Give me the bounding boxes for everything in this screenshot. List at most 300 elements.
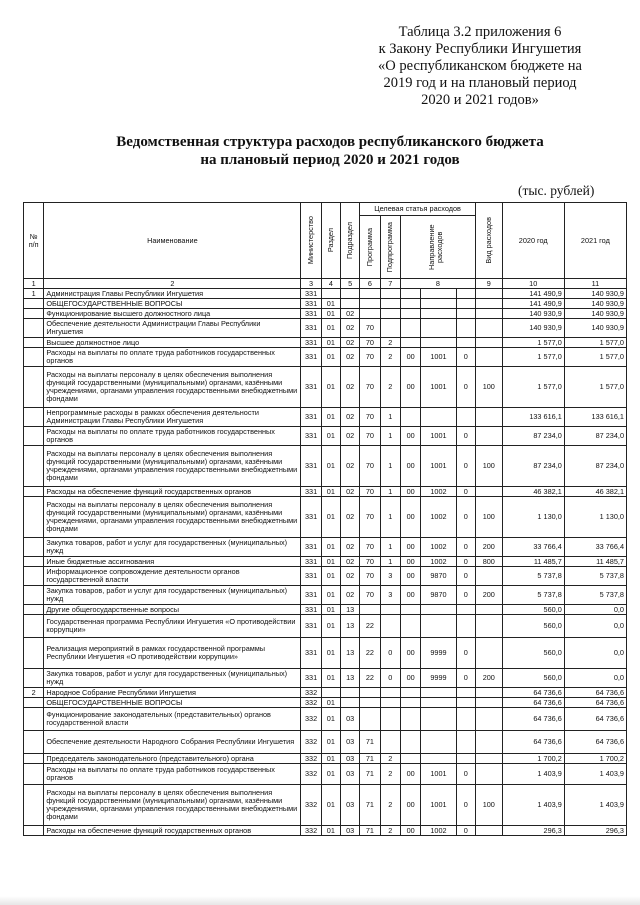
- cell-d3: [456, 319, 475, 338]
- cell-sec: 01: [321, 487, 340, 497]
- cell-y2021: 296,3: [564, 826, 626, 836]
- cell-sp: [380, 289, 400, 299]
- cell-d2: 9870: [421, 567, 456, 586]
- cell-prg: 70: [360, 348, 380, 367]
- cell-d2: [421, 688, 456, 698]
- cell-sec: 01: [321, 557, 340, 567]
- cell-sub: 13: [341, 669, 360, 688]
- cell-y2021: 5 737,8: [564, 567, 626, 586]
- cell-prg: 70: [360, 367, 380, 408]
- cell-sp: 0: [380, 638, 400, 669]
- cell-vr: [475, 408, 502, 427]
- cell-sub: 03: [341, 754, 360, 764]
- cell-y2020: 140 930,9: [502, 309, 564, 319]
- cell-sub: 02: [341, 567, 360, 586]
- cell-sp: 1: [380, 446, 400, 487]
- cell-vr: [475, 309, 502, 319]
- cell-name: Расходы на выплаты персоналу в целях обеспечения выполнения функций государственными (муниципальными) органами, казёнными учреждениями, органами управления государственными внебюджетными фондами: [44, 367, 301, 408]
- cell-prg: 70: [360, 567, 380, 586]
- cell-n: [24, 567, 44, 586]
- cell-sec: 01: [321, 615, 340, 638]
- table-row: [24, 289, 627, 299]
- cell-y2020: 141 490,9: [502, 299, 564, 309]
- cell-y2021: 140 930,9: [564, 319, 626, 338]
- colnum-cell: 10: [502, 279, 564, 289]
- cell-prg: 22: [360, 638, 380, 669]
- cell-d2: [421, 731, 456, 754]
- cell-y2021: 1 577,0: [564, 367, 626, 408]
- cell-prg: 71: [360, 731, 380, 754]
- cell-n: [24, 538, 44, 557]
- cell-d2: [421, 338, 456, 348]
- cell-sec: 01: [321, 446, 340, 487]
- cell-name: Информационное сопровождение деятельности органов государственной власти: [44, 567, 301, 586]
- cell-prg: 22: [360, 669, 380, 688]
- cell-sub: 02: [341, 309, 360, 319]
- cell-y2021: 1 403,9: [564, 764, 626, 785]
- table-row: [24, 731, 627, 754]
- cell-d3: [456, 731, 475, 754]
- cell-min: 331: [301, 638, 321, 669]
- cell-n: [24, 708, 44, 731]
- cell-name: Закупка товаров, работ и услуг для государственных (муниципальных) нужд: [44, 586, 301, 605]
- colnum-cell: 11: [564, 279, 626, 289]
- cell-vr: 100: [475, 785, 502, 826]
- table-row: [24, 408, 627, 427]
- table-row: [24, 764, 627, 785]
- cell-d3: 0: [456, 669, 475, 688]
- cell-y2021: 0,0: [564, 638, 626, 669]
- cell-name: Государственная программа Республики Ингушетия «О противодействии коррупции»: [44, 615, 301, 638]
- cell-name: Иные бюджетные ассигнования: [44, 557, 301, 567]
- scan-edge: [0, 896, 640, 905]
- cell-d3: [456, 688, 475, 698]
- cell-n: [24, 487, 44, 497]
- cell-prg: [360, 708, 380, 731]
- header-subprogram: [380, 216, 400, 279]
- cell-y2020: 1 700,2: [502, 754, 564, 764]
- cell-sub: 02: [341, 557, 360, 567]
- cell-min: 331: [301, 669, 321, 688]
- cell-d1: 00: [400, 446, 420, 487]
- cell-sp: 2: [380, 348, 400, 367]
- header-subprogram-text: Подпрограмма: [385, 221, 395, 273]
- header-subsection: [341, 203, 360, 279]
- cell-min: 331: [301, 538, 321, 557]
- cell-d1: 00: [400, 487, 420, 497]
- cell-min: 331: [301, 319, 321, 338]
- cell-sub: 02: [341, 338, 360, 348]
- cell-min: 332: [301, 764, 321, 785]
- cell-d3: 0: [456, 586, 475, 605]
- cell-y2020: 560,0: [502, 605, 564, 615]
- cell-sub: 03: [341, 826, 360, 836]
- cell-sub: 03: [341, 731, 360, 754]
- cell-y2021: 140 930,9: [564, 299, 626, 309]
- header-exp-type: [475, 203, 502, 279]
- cell-d3: [456, 698, 475, 708]
- cell-y2020: 1 403,9: [502, 764, 564, 785]
- cell-min: 331: [301, 338, 321, 348]
- cell-d2: 1001: [421, 348, 456, 367]
- header-direction: [400, 216, 475, 279]
- cell-sub: 02: [341, 319, 360, 338]
- cell-vr: 100: [475, 497, 502, 538]
- units-label: (тыс. рублей): [518, 183, 595, 198]
- cell-vr: 200: [475, 538, 502, 557]
- cell-vr: [475, 764, 502, 785]
- table-row: [24, 785, 627, 826]
- table-row: [24, 497, 627, 538]
- cell-name: Расходы на выплаты по оплате труда работников государственных органов: [44, 764, 301, 785]
- table-row: [24, 638, 627, 669]
- cell-sub: 13: [341, 615, 360, 638]
- cell-d3: 0: [456, 497, 475, 538]
- cell-y2020: 5 737,8: [502, 586, 564, 605]
- cell-vr: [475, 638, 502, 669]
- cell-name: Расходы на выплаты по оплате труда работников государственных органов: [44, 348, 301, 367]
- colnum-cell: 9: [475, 279, 502, 289]
- cell-vr: [475, 338, 502, 348]
- cell-d3: 0: [456, 487, 475, 497]
- cell-y2020: 1 403,9: [502, 785, 564, 826]
- cell-name: Администрация Главы Республики Ингушетия: [44, 289, 301, 299]
- cell-prg: 70: [360, 497, 380, 538]
- cell-prg: 70: [360, 586, 380, 605]
- cell-sec: 01: [321, 586, 340, 605]
- cell-d1: 00: [400, 669, 420, 688]
- cell-d1: 00: [400, 826, 420, 836]
- cell-sec: [321, 289, 340, 299]
- cell-d1: [400, 698, 420, 708]
- cell-sec: 01: [321, 605, 340, 615]
- cell-y2020: 64 736,6: [502, 688, 564, 698]
- cell-y2020: 1 577,0: [502, 367, 564, 408]
- cell-d3: 0: [456, 446, 475, 487]
- cell-sec: 01: [321, 427, 340, 446]
- table-row: [24, 557, 627, 567]
- header-2021: 2021 год: [564, 203, 626, 279]
- cell-y2020: 133 616,1: [502, 408, 564, 427]
- colnum-cell: 1: [24, 279, 44, 289]
- cell-n: [24, 785, 44, 826]
- table-row: [24, 487, 627, 497]
- cell-vr: 100: [475, 367, 502, 408]
- cell-n: [24, 348, 44, 367]
- cell-sp: [380, 309, 400, 319]
- table-row: [24, 698, 627, 708]
- cell-n: [24, 605, 44, 615]
- cell-d1: 00: [400, 557, 420, 567]
- cell-y2021: 1 403,9: [564, 785, 626, 826]
- cell-sp: 0: [380, 669, 400, 688]
- cell-sub: 03: [341, 708, 360, 731]
- cell-d1: [400, 408, 420, 427]
- cell-sp: [380, 731, 400, 754]
- cell-vr: [475, 698, 502, 708]
- cell-sp: 3: [380, 567, 400, 586]
- cell-name: Закупка товаров, работ и услуг для государственных (муниципальных) нужд: [44, 538, 301, 557]
- header-program: [360, 216, 380, 279]
- colnum-cell: 7: [380, 279, 400, 289]
- document-title: [70, 133, 590, 169]
- cell-y2020: 1 130,0: [502, 497, 564, 538]
- cell-sp: [380, 615, 400, 638]
- cell-sub: 02: [341, 427, 360, 446]
- cell-d2: 9870: [421, 586, 456, 605]
- cell-min: 332: [301, 754, 321, 764]
- cell-name: Функционирование законодательных (представительных) органов государственной власти: [44, 708, 301, 731]
- cell-sub: [341, 698, 360, 708]
- cell-sp: 3: [380, 586, 400, 605]
- cell-d1: [400, 708, 420, 731]
- table-row: [24, 567, 627, 586]
- header-num: № п/п: [24, 203, 44, 279]
- cell-d3: 0: [456, 427, 475, 446]
- cell-d2: 9999: [421, 638, 456, 669]
- cell-d2: [421, 299, 456, 309]
- cell-prg: [360, 698, 380, 708]
- cell-d3: [456, 615, 475, 638]
- cell-sub: 13: [341, 638, 360, 669]
- cell-sub: [341, 299, 360, 309]
- cell-name: Расходы на выплаты персоналу в целях обеспечения выполнения функций государственными (муниципальными) органами, казёнными учреждениями, органами управления государственными внебюджетными фондами: [44, 785, 301, 826]
- cell-vr: [475, 289, 502, 299]
- cell-min: 331: [301, 567, 321, 586]
- table-row: [24, 538, 627, 557]
- cell-y2020: 64 736,6: [502, 731, 564, 754]
- cell-prg: 70: [360, 338, 380, 348]
- cell-prg: [360, 299, 380, 309]
- cell-y2020: 11 485,7: [502, 557, 564, 567]
- cell-d3: [456, 408, 475, 427]
- cell-n: [24, 367, 44, 408]
- appendix-line: «О республиканском бюджете на: [378, 58, 582, 74]
- cell-y2020: 140 930,9: [502, 319, 564, 338]
- cell-name: Непрограммные расходы в рамках обеспечения деятельности Администрации Главы Республики Ингушетия: [44, 408, 301, 427]
- table-row: [24, 688, 627, 698]
- cell-sub: 02: [341, 487, 360, 497]
- cell-d2: 1001: [421, 367, 456, 408]
- cell-name: Реализация мероприятий в рамках государственной программы Республики Ингушетия «О противодействии коррупции»: [44, 638, 301, 669]
- cell-d1: 00: [400, 586, 420, 605]
- cell-d1: 00: [400, 638, 420, 669]
- colnum-cell: 3: [301, 279, 321, 289]
- cell-sec: 01: [321, 299, 340, 309]
- cell-n: [24, 338, 44, 348]
- cell-d1: [400, 338, 420, 348]
- cell-d3: [456, 605, 475, 615]
- cell-vr: [475, 731, 502, 754]
- cell-sec: 01: [321, 319, 340, 338]
- cell-d2: 1002: [421, 487, 456, 497]
- cell-d2: [421, 408, 456, 427]
- cell-y2020: 560,0: [502, 669, 564, 688]
- cell-y2021: 87 234,0: [564, 446, 626, 487]
- cell-sec: 01: [321, 497, 340, 538]
- cell-y2020: 87 234,0: [502, 446, 564, 487]
- cell-y2021: 1 700,2: [564, 754, 626, 764]
- cell-name: Закупка товаров, работ и услуг для государственных (муниципальных) нужд: [44, 669, 301, 688]
- cell-min: 332: [301, 708, 321, 731]
- cell-d1: [400, 605, 420, 615]
- cell-sub: [341, 289, 360, 299]
- cell-n: [24, 615, 44, 638]
- cell-prg: 70: [360, 446, 380, 487]
- cell-sec: 01: [321, 731, 340, 754]
- cell-name: Функционирование высшего должностного лица: [44, 309, 301, 319]
- appendix-line: Таблица 3.2 приложения 6: [398, 24, 562, 40]
- cell-d2: [421, 605, 456, 615]
- cell-y2021: 0,0: [564, 605, 626, 615]
- cell-sub: [341, 688, 360, 698]
- cell-n: [24, 446, 44, 487]
- cell-d3: 0: [456, 367, 475, 408]
- cell-name: Председатель законодательного (представительного) органа: [44, 754, 301, 764]
- table-row: [24, 338, 627, 348]
- cell-d2: 1002: [421, 497, 456, 538]
- cell-n: [24, 427, 44, 446]
- cell-sp: [380, 299, 400, 309]
- cell-y2020: 5 737,8: [502, 567, 564, 586]
- cell-d3: [456, 299, 475, 309]
- cell-prg: [360, 688, 380, 698]
- cell-vr: [475, 826, 502, 836]
- cell-d3: [456, 289, 475, 299]
- cell-y2020: 33 766,4: [502, 538, 564, 557]
- cell-y2021: 64 736,6: [564, 708, 626, 731]
- table-row: [24, 615, 627, 638]
- cell-min: 331: [301, 367, 321, 408]
- cell-sec: 01: [321, 754, 340, 764]
- cell-y2021: 140 930,9: [564, 309, 626, 319]
- cell-n: 1: [24, 289, 44, 299]
- table-row: [24, 826, 627, 836]
- cell-min: 331: [301, 586, 321, 605]
- cell-d3: 0: [456, 638, 475, 669]
- cell-sp: 1: [380, 487, 400, 497]
- cell-d2: 1001: [421, 446, 456, 487]
- table-row: [24, 586, 627, 605]
- cell-sec: [321, 688, 340, 698]
- cell-d2: [421, 615, 456, 638]
- cell-sec: 01: [321, 698, 340, 708]
- cell-y2021: 64 736,6: [564, 688, 626, 698]
- cell-vr: [475, 299, 502, 309]
- cell-min: 331: [301, 348, 321, 367]
- expenditure-table: [23, 202, 627, 836]
- cell-min: 331: [301, 487, 321, 497]
- title-line: на плановый период 2020 и 2021 годов: [200, 152, 460, 168]
- cell-min: 331: [301, 557, 321, 567]
- cell-d1: 00: [400, 427, 420, 446]
- cell-sub: 02: [341, 408, 360, 427]
- cell-y2020: 64 736,6: [502, 708, 564, 731]
- cell-min: 331: [301, 427, 321, 446]
- cell-vr: [475, 567, 502, 586]
- cell-d2: [421, 754, 456, 764]
- cell-vr: [475, 348, 502, 367]
- cell-name: Расходы на выплаты персоналу в целях обеспечения выполнения функций государственными (муниципальными) органами, казёнными учреждениями, органами управления государственными внебюджетными фондами: [44, 446, 301, 487]
- cell-d1: 00: [400, 538, 420, 557]
- cell-name: Обеспечение деятельности Народного Собрания Республики Ингушетия: [44, 731, 301, 754]
- cell-prg: 71: [360, 785, 380, 826]
- cell-sec: 01: [321, 367, 340, 408]
- cell-prg: 70: [360, 487, 380, 497]
- cell-vr: [475, 688, 502, 698]
- cell-name: Расходы на обеспечение функций государственных органов: [44, 826, 301, 836]
- table-row: [24, 348, 627, 367]
- cell-y2020: 46 382,1: [502, 487, 564, 497]
- cell-y2021: 0,0: [564, 615, 626, 638]
- cell-name: ОБЩЕГОСУДАРСТВЕННЫЕ ВОПРОСЫ: [44, 299, 301, 309]
- cell-sp: 1: [380, 408, 400, 427]
- cell-sub: 02: [341, 367, 360, 408]
- cell-d3: 0: [456, 538, 475, 557]
- cell-y2020: 64 736,6: [502, 698, 564, 708]
- cell-vr: [475, 605, 502, 615]
- cell-d3: 0: [456, 567, 475, 586]
- cell-prg: [360, 605, 380, 615]
- cell-min: 331: [301, 446, 321, 487]
- cell-y2021: 140 930,9: [564, 289, 626, 299]
- cell-sp: 2: [380, 338, 400, 348]
- cell-d2: [421, 289, 456, 299]
- cell-d2: 1001: [421, 764, 456, 785]
- cell-vr: [475, 487, 502, 497]
- cell-sub: 02: [341, 348, 360, 367]
- cell-d2: 1001: [421, 427, 456, 446]
- cell-sp: [380, 708, 400, 731]
- cell-sp: 2: [380, 754, 400, 764]
- cell-d1: [400, 299, 420, 309]
- cell-sec: 01: [321, 669, 340, 688]
- cell-sp: [380, 688, 400, 698]
- cell-y2021: 64 736,6: [564, 698, 626, 708]
- cell-sub: 03: [341, 785, 360, 826]
- cell-y2021: 0,0: [564, 669, 626, 688]
- cell-d1: [400, 731, 420, 754]
- cell-name: Обеспечение деятельности Администрации Главы Республики Ингушетия: [44, 319, 301, 338]
- cell-d2: 1002: [421, 826, 456, 836]
- cell-sec: 01: [321, 309, 340, 319]
- cell-d3: 0: [456, 557, 475, 567]
- cell-d3: [456, 754, 475, 764]
- appendix-line: к Закону Республики Ингушетия: [378, 41, 582, 57]
- cell-n: [24, 497, 44, 538]
- cell-d1: 00: [400, 367, 420, 408]
- cell-sp: 1: [380, 427, 400, 446]
- header-direction-text: Направление расходов: [426, 224, 444, 270]
- cell-sec: 01: [321, 567, 340, 586]
- colnum-cell: 2: [44, 279, 301, 289]
- cell-n: [24, 826, 44, 836]
- table-row: [24, 319, 627, 338]
- cell-sec: 01: [321, 826, 340, 836]
- colnum-cell: 5: [341, 279, 360, 289]
- cell-n: [24, 764, 44, 785]
- header-ministry: [301, 203, 321, 279]
- cell-sec: 01: [321, 348, 340, 367]
- cell-vr: 800: [475, 557, 502, 567]
- cell-d3: 0: [456, 826, 475, 836]
- table-row: [24, 446, 627, 487]
- cell-d2: 1002: [421, 557, 456, 567]
- cell-vr: 100: [475, 446, 502, 487]
- cell-sp: [380, 698, 400, 708]
- cell-sp: [380, 605, 400, 615]
- cell-sub: 02: [341, 497, 360, 538]
